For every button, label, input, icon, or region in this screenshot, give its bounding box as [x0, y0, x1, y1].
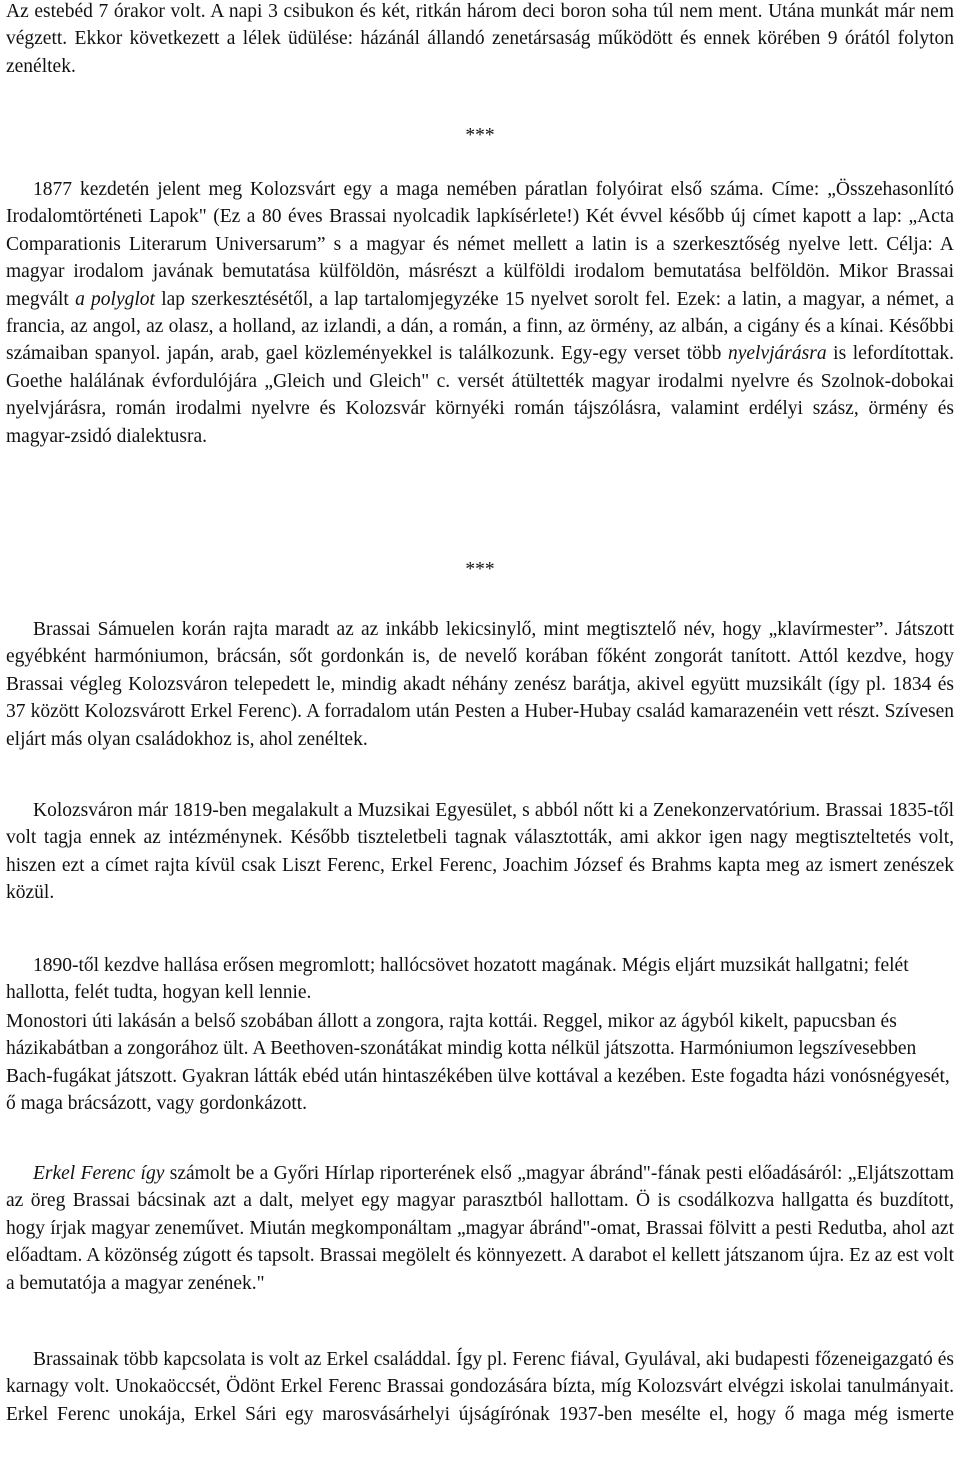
paragraph-text: is lefordítottak. Goethe halálának évfordulójára „Gleich und Gleich" c. versét átültették magyar irodalmi nyelvre és Szolnok-dobokai nyelvjárásra, román irodalmi nyelvre és Kolozsvár környéki román tájszólásra, valamint erdélyi szász, örmény és magyar-zsidó dialektusra.: [6, 343, 954, 447]
paragraph-music-society: Kolozsváron már 1819-ben megalakult a Muzsikai Egyesület, s abból nőtt ki a Zenekonzervatórium. Brassai 1835-től volt tagja ennek az intézménynek. Később tiszteletbeli tagnak választották, ami akkor igen nagy megtiszteltetés volt, hiszen ezt a címet rajta kívül csak Liszt Ferenc, Erkel Ferenc, Joachim József és Brahms kapta meg az ismert zenészek közül.: [6, 800, 954, 904]
section-separator: ***: [465, 559, 495, 580]
paragraph-home-piano: Monostori úti lakásán a belső szobában állott a zongora, rajta kottái. Reggel, mikor az ágyból kikelt, papucsban és házikabátban a zongorához ült. A Beethoven-szonátákat mindig kotta nélkül játszotta. Harmóniumon legszívesebben Bach-fugákat játszott. Gyakran látták ebéd után hintaszékében ülve kottával a kezében. Este fogadta házi vonósnégyesét, ő maga brácsázott, vagy gordonkázott.: [6, 1011, 950, 1115]
emphasis-dialects: nyelvjárásra: [728, 343, 827, 365]
paragraph-erkel-family: Brassainak több kapcsolata is volt az Erkel családdal. Így pl. Ferenc fiával, Gyulával, aki budapesti főzeneigazgató és karnagy volt. Unokaöccsét, Ödönt Erkel Ferenc Brassai gondozására bízta, míg Kolozsvárt elvégzi iskolai tanulmányait. Erkel Ferenc unokája, Erkel Sári egy marosvásárhelyi újságírónak 1937-ben mesélte el, hogy ő maga még ismerte: [6, 1349, 954, 1425]
paragraph-erkel-account: [6, 1160, 954, 1297]
paragraph-piano-master: Brassai Sámuelen korán rajta maradt az az inkább lekicsinylő, mint megtisztelő név, hogy „klavírmester”. Játszott egyébként harmóniumon, brácsán, sőt gordonkán is, de nevelő korában főként zongorát tanított. Attól kezdve, hogy Brassai végleg Kolozsváron telepedett le, mindig akadt néhány zenész barátja, akivel együtt muzsikált (így pl. 1834 és 37 között Kolozsvárott Erkel Ferenc). A forradalom után Pesten a Huber-Hubay család kamarazenéin vett részt. Szívesen eljárt más olyan családokhoz is, ahol zenéltek.: [6, 619, 954, 750]
paragraph-text: lap szerkesztésétől, a lap tartalomjegyzéke 15 nyelvet sorolt fel. Ezek: a latin, a magyar, a német, a francia, az angol, az olasz, a holland, az izlandi, a dán, a román, a finn, az örmény, az albán, a cigány és a kínai. Későbbi számaiban spanyol. japán, arab, gael közleményekkel is találkozunk. Egy-egy verset több: [6, 288, 954, 365]
paragraph-text: 1877 kezdetén jelent meg Kolozsvárt egy a maga nemében páratlan folyóirat első száma. Címe: „Összehasonlító Irodalomtörténeti Lapok" (Ez a 80 éves Brassai nyolcadik lapkísérlete!) Két évvel később új címet kapott a lap: „Acta Comparationis Literarum Universarum” s a magyar és német mellett a latin is a szerkesztőség nyelve lett. Célja: A magyar irodalom javának bemutatása külföldön, másrészt a külföldi irodalom bemutatása belföldön. Mikor Brassai megvált: [6, 179, 954, 310]
emphasis-erkel: Erkel Ferenc így: [33, 1163, 165, 1184]
paragraph-evening-routine: Az estebéd 7 órakor volt. A napi 3 csibukon és két, ritkán három deci boron soha túl nem ment. Utána munkát már nem végzett. Ekkor következett a lélek üdülése: házánál állandó zenetársaság működött és ennek körében 9 órától folyton zenéltek.: [6, 1, 954, 77]
emphasis-polyglot: a polyglot: [75, 288, 155, 310]
paragraph-hearing-loss: 1890-től kezdve hallása erősen megromlott; hallócsövet hozatott magának. Mégis eljárt muzsikát hallgatni; felét hallotta, felét tudta, hogyan kell lennie.: [6, 955, 909, 1004]
section-separator: ***: [465, 125, 495, 146]
paragraph-comparative-journal: [6, 176, 954, 450]
paragraph-text: számolt be a Győri Hírlap riporterének első „magyar ábránd"-fának pesti előadásáról: „Eljátszottam az öreg Brassai bácsinak azt a dalt, melyet egy magyar parasztból hallottam. Ö is csodálkozva hallgatta és buzdított, hogy írjak magyar zeneművet. Miután megkomponáltam „magyar ábránd"-omat, Brassai fölvitt a pesti Redutba, ahol azt előadtam. A közönség zúgott és tapsolt. Brassai megölelt és könnyezett. A darabot el kellett játszanom újra. Ez az est volt a bemutatója a magyar zenének.": [6, 1163, 954, 1294]
